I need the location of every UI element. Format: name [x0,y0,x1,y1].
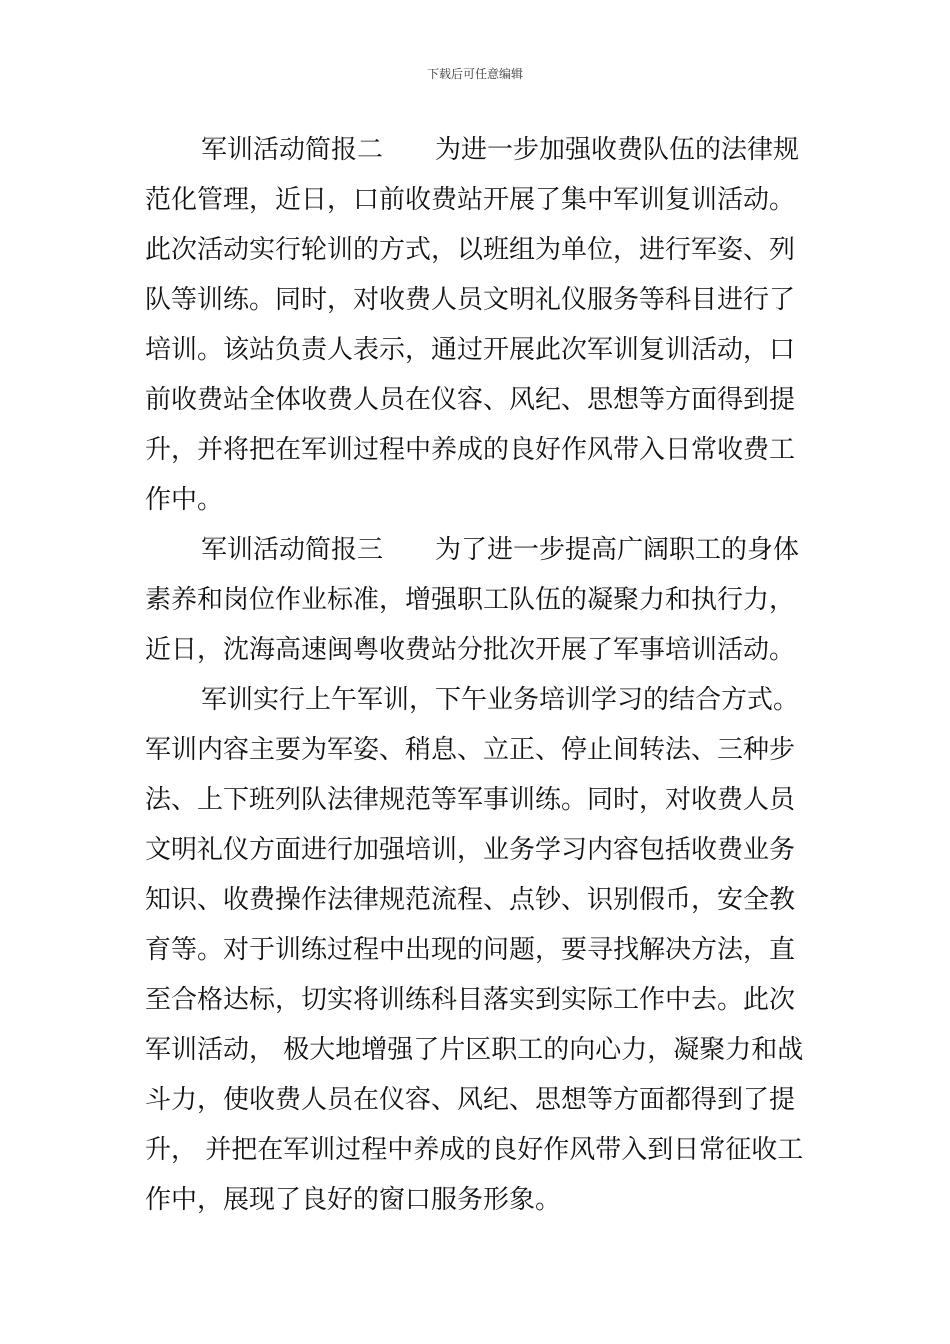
text-line: 作中。 [145,485,224,515]
text-line: 前收费站全体收费人员在仪容、风纪、思想等方面得到提 [145,385,796,415]
text-line: 升， 并把在军训过程中养成的良好作风带入到日常征收工 [145,1135,804,1165]
text-line: 培训。该站负责人表示，通过开展此次军训复训活动，口 [145,335,796,365]
page-header: 下载后可任意编辑 [426,67,523,81]
text-line: 作中，展现了良好的窗口服务形象。 [145,1185,562,1215]
text-line: 近日，沈海高速闽粤收费站分批次开展了军事培训活动。 [145,635,796,665]
text-line: 范化管理，近日，口前收费站开展了集中军训复训活动。 [145,185,796,215]
text-line: 素养和岗位作业标准，增强职工队伍的凝聚力和执行力， [145,585,796,615]
text-line: 知识、收费操作法律规范流程、点钞、识别假币，安全教 [145,885,796,915]
document-body [145,125,810,1225]
text-line: 军训活动简报三 为了进一步提高广阔职工的身体 [201,535,800,565]
text-line: 军训活动简报二 为进一步加强收费队伍的法律规 [201,135,800,165]
text-line: 育等。对于训练过程中出现的问题，要寻找解决方法，直 [145,935,796,965]
text-line: 文明礼仪方面进行加强培训，业务学习内容包括收费业务 [145,835,796,865]
text-line: 至合格达标，切实将训练科目落实到实际工作中去。此次 [145,985,796,1015]
text-line: 法、上下班列队法律规范等军事训练。同时，对收费人员 [145,785,796,815]
text-line: 斗力，使收费人员在仪容、风纪、思想等方面都得到了提 [145,1085,796,1115]
text-line: 军训内容主要为军姿、稍息、立正、停止间转法、三种步 [145,735,796,765]
text-line: 队等训练。同时，对收费人员文明礼仪服务等科目进行了 [145,285,796,315]
text-line: 军训活动， 极大地增强了片区职工的向心力，凝聚力和战 [145,1035,804,1065]
text-line: 军训实行上午军训，下午业务培训学习的结合方式。 [201,685,800,715]
text-line: 此次活动实行轮训的方式，以班组为单位，进行军姿、列 [145,235,796,265]
text-line: 升，并将把在军训过程中养成的良好作风带入日常收费工 [145,435,796,465]
